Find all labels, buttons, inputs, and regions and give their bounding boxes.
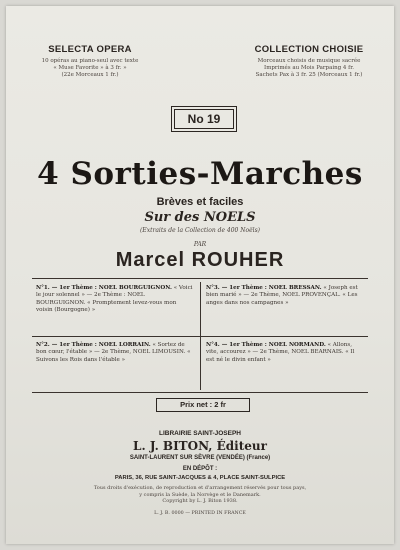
contents-bottom-rule bbox=[32, 392, 368, 393]
entry-text: « Sortez de bon cœur, l'étable » — 2e Thème, NOEL LIMOUSIN. « Suivons les Rois dans l'étable » bbox=[36, 342, 191, 363]
right-collection-heading: COLLECTION CHOISIE bbox=[254, 44, 364, 55]
left-collection-line: « Muse Favorite » à 3 fr. » bbox=[53, 65, 127, 71]
left-collection bbox=[20, 44, 160, 79]
left-collection-line: 10 opéras au piano-seul avec texte bbox=[41, 58, 139, 64]
sheet-music-cover bbox=[6, 6, 394, 544]
publisher-note: Copyright by L. J. Biton 1938. bbox=[162, 498, 238, 504]
contents-divider bbox=[200, 282, 201, 390]
par-label: PAR bbox=[193, 241, 207, 248]
entry-text: « Joseph est bien marié » — 2e Thème, NOEL PROVENÇAL. « Les anges dans nos campagnes » bbox=[206, 285, 358, 306]
publisher-address: SAINT-LAURENT SUR SÈVRE (VENDÉE) (France) bbox=[129, 455, 271, 461]
entry-head: N°2. — 1er Thème : NOEL LORRAIN. bbox=[36, 342, 151, 348]
contents-top-rule bbox=[32, 278, 368, 279]
entry-4 bbox=[206, 342, 364, 364]
entry-text: « Voici le jour solennel » — 2e Thème : NOEL BOURGUIGNON. « Promptement levez-vous mon voisin (Bourgogne) » bbox=[36, 285, 193, 314]
left-collection-line: (22e Morceaux 1 fr.) bbox=[61, 72, 119, 78]
subtitle-note: (Extraits de la Collection de 400 Noëls) bbox=[139, 227, 261, 234]
publisher-notes bbox=[6, 485, 394, 505]
right-collection-line: Imprimés au Mois Parpaing 4 fr. bbox=[264, 65, 354, 71]
right-collection-line: Sachets Pax à 3 fr. 25 (Morceaux 1 fr.) bbox=[255, 72, 363, 78]
entry-head: N°1. — 1er Thème : NOEL BOURGUIGNON. bbox=[36, 285, 172, 291]
entry-3 bbox=[206, 285, 364, 307]
publisher-note: y compris la Suède, la Norvège et le Danemark. bbox=[139, 491, 261, 498]
composer-name: Marcel ROUHER bbox=[115, 249, 285, 271]
right-collection bbox=[234, 44, 384, 79]
number-label: No 19 bbox=[187, 112, 221, 126]
title: 4 Sorties-Marches bbox=[37, 156, 363, 192]
subtitle-noels: Sur des NOELS bbox=[144, 210, 256, 225]
publisher-name: L. J. BITON, Éditeur bbox=[133, 439, 267, 453]
entry-2 bbox=[36, 342, 194, 364]
price-box: Prix net : 2 fr bbox=[156, 398, 250, 412]
left-collection-heading: SELECTA OPERA bbox=[48, 44, 132, 55]
entry-1 bbox=[36, 285, 194, 315]
entry-head: N°3. — 1er Thème : NOEL BRESSAN. bbox=[206, 285, 322, 291]
publisher-footer: L. J. B. 0000 — PRINTED IN FRANCE bbox=[154, 511, 246, 516]
publisher-paris: PARIS, 36, RUE SAINT-JACQUES & 4, PLACE SAINT-SULPICE bbox=[114, 475, 286, 481]
publisher-note: Tous droits d'exécution, de reproduction et d'arrangement réservés pour tous pays, bbox=[93, 485, 307, 491]
publisher-depot: EN DÉPÔT : bbox=[182, 466, 218, 472]
number-box bbox=[171, 106, 237, 132]
right-collection-line: Morceaux choisis de musique sacrée bbox=[257, 58, 361, 64]
publisher-library: LIBRAIRIE SAINT-JOSEPH bbox=[159, 430, 241, 437]
subtitle: Brèves et faciles bbox=[156, 196, 244, 208]
entry-text: « Allons, vite, accourez » — 2e Thème, NOEL BEARNAIS. « Il est né le divin enfant » bbox=[206, 342, 355, 363]
entry-head: N°4. — 1er Thème : NOEL NORMAND. bbox=[206, 342, 326, 348]
